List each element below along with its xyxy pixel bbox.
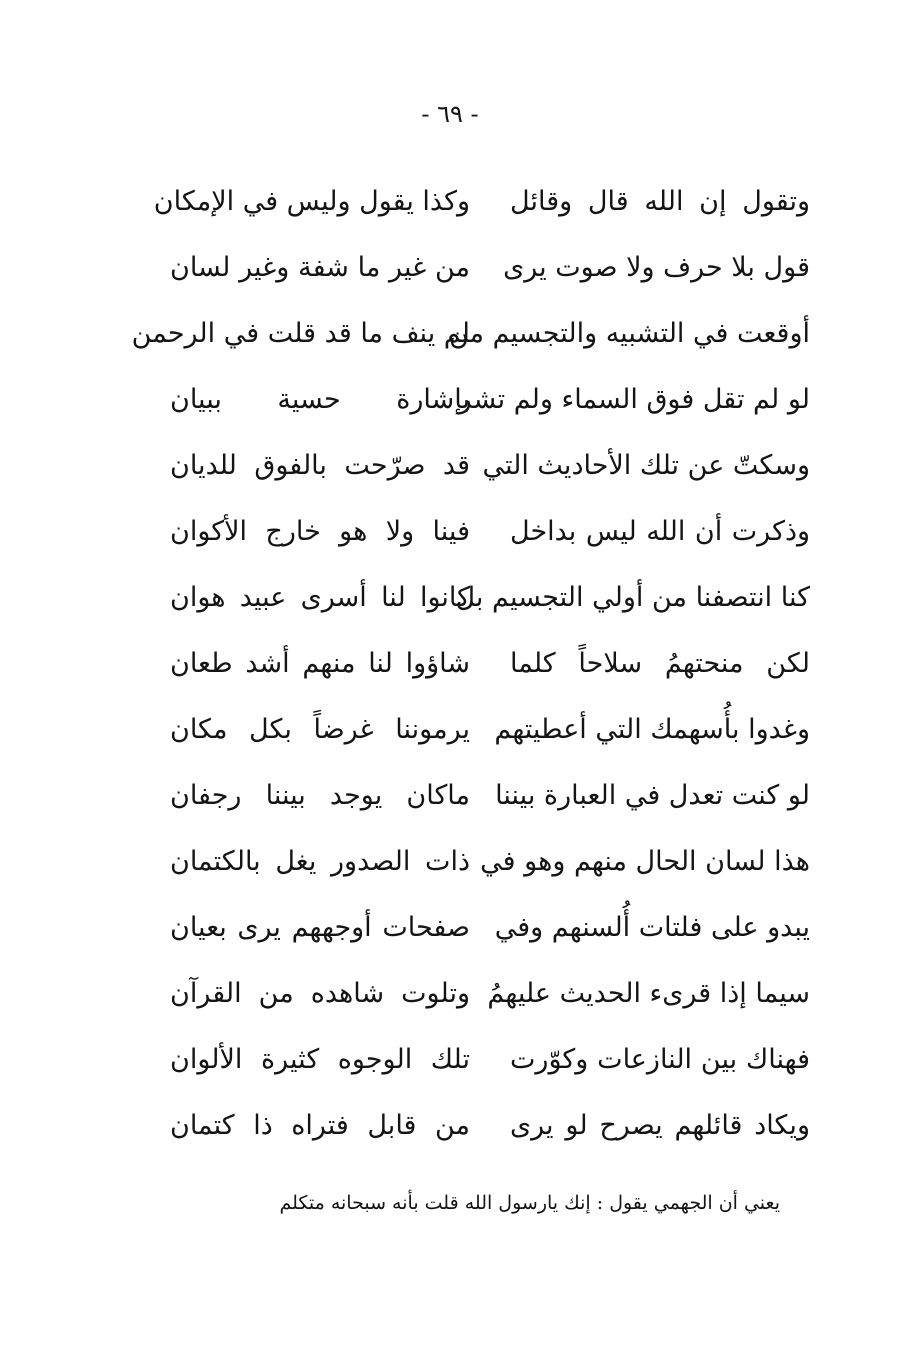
verse-line bbox=[170, 234, 810, 300]
verse-line bbox=[170, 1092, 810, 1158]
first-hemistich: ويكاد قائلهم يصرح لو يرى bbox=[510, 1109, 810, 1141]
second-hemistich: كانوا لنا أسرى عبيد هوان bbox=[170, 581, 470, 613]
second-hemistich: يرموننا غرضاً بكل مكان bbox=[170, 713, 470, 745]
second-hemistich: قد صرّحت بالفوق للديان bbox=[170, 449, 470, 481]
verse-line bbox=[170, 432, 810, 498]
verse-line bbox=[170, 630, 810, 696]
first-hemistich: وغدوا بأُسهمك التي أعطيتهم bbox=[494, 713, 810, 745]
verse-line bbox=[170, 960, 810, 1026]
verse-line bbox=[170, 696, 810, 762]
first-hemistich: فهناك بين النازعات وكوّرت bbox=[510, 1043, 810, 1075]
verse-line bbox=[170, 366, 810, 432]
verse-line bbox=[131, 300, 810, 366]
first-hemistich: لو لم تقل فوق السماء ولم تشر bbox=[458, 383, 810, 415]
verse-line bbox=[170, 498, 810, 564]
second-hemistich: وكذا يقول وليس في الإمكان bbox=[153, 185, 470, 217]
verse-line bbox=[170, 828, 810, 894]
second-hemistich: شاؤوا لنا منهم أشد طعان bbox=[170, 647, 470, 679]
second-hemistich: ذات الصدور يغل بالكتمان bbox=[170, 845, 470, 877]
poem-verses bbox=[131, 168, 810, 1158]
first-hemistich: لكن منحتهمُ سلاحاً كلما bbox=[510, 647, 810, 679]
second-hemistich: بإشارة حسية ببيان bbox=[170, 383, 470, 415]
first-hemistich: أوقعت في التشبيه والتجسيم من bbox=[448, 317, 810, 349]
first-hemistich: سيما إذا قرىء الحديث عليهمُ bbox=[487, 977, 810, 1009]
second-hemistich: فينا ولا هو خارج الأكوان bbox=[170, 515, 470, 547]
verse-line bbox=[170, 894, 810, 960]
first-hemistich: وسكتّ عن تلك الأحاديث التي bbox=[482, 449, 810, 481]
verse-line bbox=[170, 762, 810, 828]
second-hemistich: وتلوت شاهده من القرآن bbox=[170, 977, 470, 1009]
page-number: - ٦٩ - bbox=[421, 100, 479, 128]
first-hemistich: قول بلا حرف ولا صوت يرى bbox=[503, 251, 810, 283]
second-hemistich: من غير ما شفة وغير لسان bbox=[170, 251, 470, 283]
verse-line bbox=[170, 1026, 810, 1092]
first-hemistich: وذكرت أن الله ليس بداخل bbox=[510, 515, 810, 547]
footnote: يعني أن الجهمي يقول : إنك يارسول الله قلت بأنه سبحانه متكلم bbox=[279, 1192, 780, 1214]
first-hemistich: كنا انتصفنا من أولي التجسيم بل bbox=[455, 581, 810, 613]
second-hemistich: من قابل فتراه ذا كتمان bbox=[170, 1109, 470, 1141]
second-hemistich: لم ينف ما قد قلت في الرحمن bbox=[131, 317, 470, 349]
second-hemistich: ماكان يوجد بيننا رجفان bbox=[170, 779, 470, 811]
first-hemistich: يبدو على فلتات أُلسنهم وفي bbox=[494, 911, 810, 943]
first-hemistich: لو كنت تعدل في العبارة بيننا bbox=[495, 779, 810, 811]
first-hemistich: وتقول إن الله قال وقائل bbox=[510, 185, 810, 217]
verse-line bbox=[170, 564, 810, 630]
second-hemistich: تلك الوجوه كثيرة الألوان bbox=[170, 1043, 470, 1075]
verse-line bbox=[153, 168, 810, 234]
first-hemistich: هذا لسان الحال منهم وهو في bbox=[480, 845, 810, 877]
second-hemistich: صفحات أوجههم يرى بعيان bbox=[170, 911, 470, 943]
